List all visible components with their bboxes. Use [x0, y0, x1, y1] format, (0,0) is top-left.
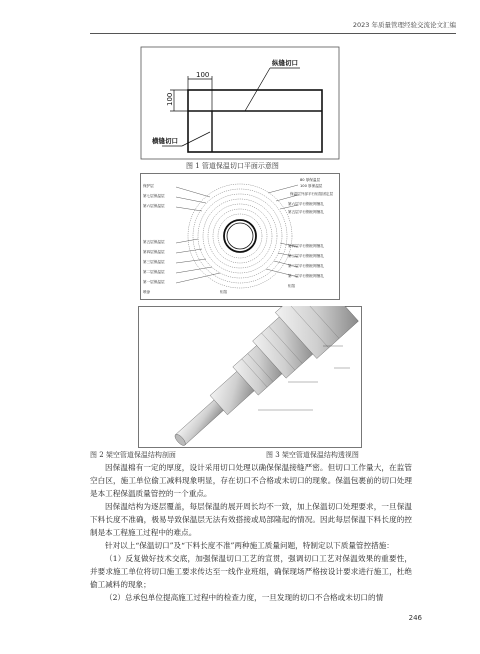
dim-horizontal: 100 — [196, 71, 210, 79]
paragraph: （2）总承包单位提高施工过程中的检查力度，一旦发现的切口不合格或未切口的情 — [105, 593, 384, 602]
body-text — [90, 461, 412, 604]
page-number: 246 — [408, 614, 422, 622]
right-label: 第三层平行钢丝网捆扎 — [288, 254, 324, 258]
right-label: 第五层平行钢丝网捆扎 — [288, 210, 324, 214]
dim-vertical: 100 — [166, 92, 174, 106]
left-label: 第三层保温层 — [143, 260, 165, 264]
right-label: 保温层外部平行铝箔固定层 — [290, 192, 334, 196]
left-label: 保护层 — [143, 184, 154, 188]
figure-1-cut-diagram — [140, 46, 340, 160]
label-longitudinal-cut: 纵缝切口 — [272, 59, 298, 67]
right-label: 铝箔 — [288, 284, 296, 288]
figure-2-cross-section — [140, 173, 340, 300]
figure-3-caption: 图 3 架空管道保温结构透视图 — [266, 451, 359, 459]
right-label: 第六层平行钢丝网捆扎 — [288, 202, 324, 206]
left-label: 第一层保温层 — [143, 280, 165, 284]
paragraph: 因保温结构为逐层覆盖，每层保温的展开周长均不一致，加上保温切口处理要求，一旦保温下料长度不准确，极易导致保温层无法有效搭接或局部隆起的情况。因此每层保温下料长度的控制是本工程施工过程中的难点。 — [90, 502, 412, 537]
header-rule — [90, 33, 456, 34]
left-label: 第七层保温层 — [143, 194, 165, 198]
right-label: 第四层平行钢丝网捆扎 — [288, 244, 324, 248]
label-transverse-cut: 横缝切口 — [152, 137, 178, 145]
left-label: 喷涂 — [143, 290, 151, 294]
paragraph: 因保温棉有一定的厚度，设计采用切口处理以确保保温接缝严密。但切口工作量大，在监管空白区，施工单位偷工减料现象明显，存在切口不合格或未切口的现象。保温包裹前的切口处理是本工程保温质量管控的一个重点。 — [90, 463, 412, 498]
left-label: 铝箔 — [220, 290, 228, 294]
left-label: 第五层保温层 — [143, 240, 165, 244]
paragraph: 针对以上“保温切口”及“下料长度不准”两种施工质量问题，特制定以下质量管控措施： — [105, 541, 394, 550]
left-label: 第六层保温层 — [143, 204, 165, 208]
figure-2-caption: 图 2 架空管道保温结构剖面 — [90, 451, 176, 459]
right-label: 100 厚保温层 — [300, 184, 323, 188]
right-label: 80 厚保温层 — [300, 178, 321, 182]
figure-1-caption: 图 1 管道保温切口平面示意图 — [186, 162, 279, 170]
left-label: 第二层保温层 — [143, 270, 165, 274]
right-label: 第二层平行钢丝网捆扎 — [288, 264, 324, 268]
figure-3-perspective — [138, 306, 362, 448]
left-label: 第四层保温层 — [143, 250, 165, 254]
paragraph: （1）反复做好技术交底，加强保温切口工艺的宣贯，强调切口工艺对保温效果的重要性，并要求施工单位将切口施工要求传达至一线作业班组，确保现场严格按设计要求进行施工，杜绝偷工减料的现象； — [90, 554, 412, 589]
running-header: 2023 年质量管理经验交流论文汇编 — [352, 21, 456, 29]
right-label: 第一层平行钢丝网捆扎 — [288, 274, 324, 278]
